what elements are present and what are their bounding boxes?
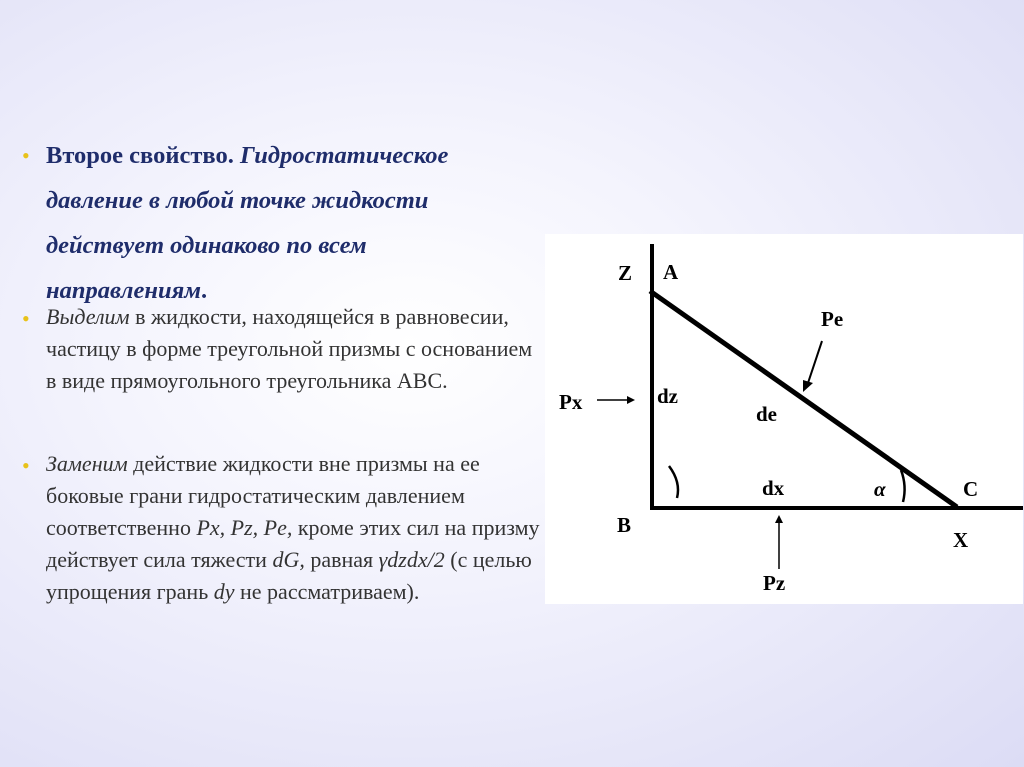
- label-de: de: [756, 402, 777, 426]
- para3-text-1: действие жидкости вне призмы на ее боковые грани гидростатическим давлением соответственно: [46, 451, 480, 540]
- label-z: Z: [618, 261, 633, 285]
- formula: γdzdx/2: [378, 547, 445, 572]
- word-vydelim: Выделим: [46, 304, 130, 329]
- paragraph-second-property: [46, 133, 546, 313]
- force-dg: dG,: [272, 547, 305, 572]
- label-c: C: [963, 477, 979, 501]
- word-zamenim: Заменим: [46, 451, 128, 476]
- label-pz: Pz: [763, 571, 786, 595]
- para3-text-3: равная: [304, 547, 379, 572]
- property-end: .: [201, 277, 208, 304]
- pe-arrow-line: [807, 341, 822, 386]
- label-alpha: α: [874, 477, 886, 501]
- alpha-angle-arc: [901, 470, 905, 502]
- property-line-3: действует одинаково по всем: [46, 232, 367, 259]
- prism-diagram-svg: [545, 234, 1023, 604]
- label-dz: dz: [657, 384, 678, 408]
- para3-text-4: (с целью упрощения грань: [46, 547, 532, 604]
- para3-text-5: не рассматриваем).: [234, 579, 420, 604]
- right-angle-mark: [669, 466, 678, 498]
- prism-diagram: [545, 234, 1023, 604]
- label-x: X: [953, 528, 969, 552]
- property-line-1: Гидростатическое: [239, 142, 449, 169]
- paragraph-select-particle: [46, 301, 546, 397]
- force-px: Px,: [196, 515, 226, 540]
- force-pe: Pe,: [263, 515, 293, 540]
- px-arrow-head: [627, 396, 635, 404]
- para3-text-2: кроме этих сил на призму действует сила тяжести: [46, 515, 540, 572]
- lead-text: Второе свойство.: [46, 142, 234, 169]
- bullet-2: •: [22, 306, 30, 331]
- force-pz: Pz,: [230, 515, 259, 540]
- dy-term: dy: [213, 579, 235, 604]
- label-pe: Pe: [821, 307, 844, 331]
- property-line-4: направлениям: [46, 277, 202, 304]
- property-line-2: давление в любой точке жидкости: [46, 187, 429, 214]
- label-dx: dx: [762, 476, 785, 500]
- paragraph-replace-action: [46, 448, 546, 608]
- label-a: A: [663, 260, 679, 284]
- para2-rest: в жидкости, находящейся в равновесии, частицу в форме треугольной призмы с основанием в виде прямоугольного треугольника ABC.: [46, 304, 533, 393]
- bullet-3: •: [22, 453, 30, 478]
- label-px: Px: [559, 390, 583, 414]
- label-b: B: [617, 513, 632, 537]
- pe-arrow-head: [803, 380, 813, 392]
- bullet-1: •: [22, 143, 30, 168]
- hypotenuse-ac: [650, 291, 957, 507]
- pz-arrow-head: [775, 515, 783, 523]
